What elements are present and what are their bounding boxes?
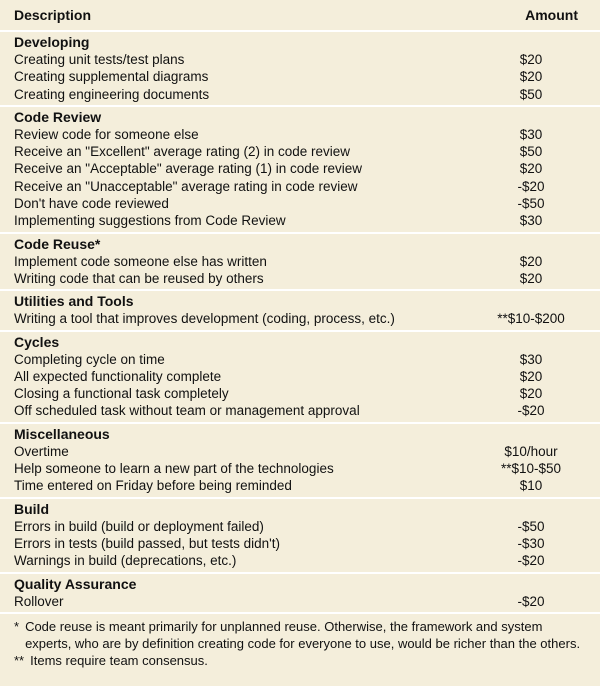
footnote-mark: ** bbox=[14, 652, 25, 668]
amount-column-header: Amount bbox=[525, 7, 578, 23]
section-title: Utilities and Tools bbox=[14, 293, 134, 310]
row-amount: $50 bbox=[519, 86, 543, 102]
table-row bbox=[0, 368, 600, 385]
row-description: Receive an "Unacceptable" average rating in code review bbox=[14, 178, 358, 194]
row-amount: $20 bbox=[519, 270, 543, 286]
row-description: All expected functionality complete bbox=[14, 368, 222, 384]
table-row bbox=[0, 518, 600, 535]
table-row bbox=[0, 160, 600, 177]
row-description: Overtime bbox=[14, 443, 69, 459]
section-title: Miscellaneous bbox=[14, 425, 110, 442]
section bbox=[0, 330, 600, 422]
section bbox=[0, 422, 600, 497]
table-row bbox=[0, 310, 600, 327]
footnote-text: Code reuse is meant primarily for unplanned reuse. Otherwise, the framework and system experts, who are by definition creating code for everyone to use, would be richer than the others. bbox=[25, 618, 581, 651]
row-description: Off scheduled task without team or management approval bbox=[14, 403, 360, 419]
table-row bbox=[0, 593, 600, 610]
table-body bbox=[0, 30, 600, 612]
table-row bbox=[0, 195, 600, 212]
row-description: Warnings in build (deprecations, etc.) bbox=[14, 553, 237, 569]
row-amount: -$50 bbox=[517, 196, 545, 212]
section-title: Quality Assurance bbox=[14, 575, 137, 592]
row-amount: $50 bbox=[519, 144, 543, 160]
table-row bbox=[0, 477, 600, 494]
row-description: Help someone to learn a new part of the technologies bbox=[14, 461, 334, 477]
table-row bbox=[0, 126, 600, 143]
row-amount: $10 bbox=[519, 478, 543, 494]
section-title: Code Reuse* bbox=[14, 235, 101, 252]
row-amount: $20 bbox=[519, 69, 543, 85]
row-description: Closing a functional task completely bbox=[14, 386, 229, 402]
row-description: Creating engineering documents bbox=[14, 86, 210, 102]
footnotes bbox=[0, 612, 600, 669]
row-description: Writing code that can be reused by others bbox=[14, 270, 264, 286]
row-description: Implementing suggestions from Code Review bbox=[14, 213, 286, 229]
row-description: Completing cycle on time bbox=[14, 351, 165, 367]
table-row bbox=[0, 443, 600, 460]
section-title: Code Review bbox=[14, 108, 102, 125]
section bbox=[0, 497, 600, 572]
row-amount: **$10-$50 bbox=[500, 461, 562, 477]
section bbox=[0, 105, 600, 232]
row-description: Writing a tool that improves development (coding, process, etc.) bbox=[14, 311, 395, 327]
row-description: Time entered on Friday before being reminded bbox=[14, 478, 292, 494]
row-amount: -$20 bbox=[517, 553, 545, 569]
row-amount: -$50 bbox=[517, 518, 545, 534]
section bbox=[0, 30, 600, 105]
table-row bbox=[0, 253, 600, 270]
row-description: Receive an "Excellent" average rating (2) in code review bbox=[14, 144, 351, 160]
table-row bbox=[0, 460, 600, 477]
footnote-text: Items require team consensus. bbox=[30, 652, 208, 668]
row-amount: $30 bbox=[519, 126, 543, 142]
row-amount: $20 bbox=[519, 253, 543, 269]
section bbox=[0, 232, 600, 290]
row-description: Review code for someone else bbox=[14, 126, 199, 142]
section bbox=[0, 572, 600, 612]
row-amount: $30 bbox=[519, 213, 543, 229]
footnote bbox=[14, 652, 586, 669]
table-row bbox=[0, 212, 600, 229]
table-row bbox=[0, 143, 600, 160]
row-amount: -$30 bbox=[517, 535, 545, 551]
row-description: Errors in build (build or deployment failed) bbox=[14, 518, 264, 534]
row-amount: -$20 bbox=[517, 593, 545, 609]
row-amount: $20 bbox=[519, 161, 543, 177]
row-amount: -$20 bbox=[517, 403, 545, 419]
table-row bbox=[0, 552, 600, 569]
table-row bbox=[0, 86, 600, 103]
row-amount: $30 bbox=[519, 351, 543, 367]
table-row bbox=[0, 68, 600, 85]
table-row bbox=[0, 351, 600, 368]
section bbox=[0, 289, 600, 329]
row-description: Receive an "Acceptable" average rating (1) in code review bbox=[14, 161, 363, 177]
row-description: Don't have code reviewed bbox=[14, 196, 169, 212]
table-row bbox=[0, 385, 600, 402]
section-title: Developing bbox=[14, 34, 90, 50]
description-column-header: Description bbox=[14, 7, 92, 23]
table-row bbox=[0, 402, 600, 419]
row-amount: **$10-$200 bbox=[497, 311, 565, 327]
row-description: Rollover bbox=[14, 593, 64, 609]
table-row bbox=[0, 270, 600, 287]
section-title: Build bbox=[14, 500, 49, 517]
row-amount: $20 bbox=[519, 386, 543, 402]
row-description: Implement code someone else has written bbox=[14, 253, 267, 269]
row-amount: $10/hour bbox=[504, 443, 558, 459]
table-header bbox=[0, 0, 600, 30]
table-row bbox=[0, 535, 600, 552]
row-description: Creating unit tests/test plans bbox=[14, 52, 185, 67]
row-description: Creating supplemental diagrams bbox=[14, 69, 209, 85]
row-amount: $20 bbox=[519, 368, 543, 384]
footnote-mark: * bbox=[14, 618, 20, 634]
section-title: Cycles bbox=[14, 333, 60, 350]
row-amount: $20 bbox=[519, 52, 543, 67]
table-row bbox=[0, 178, 600, 195]
footnote bbox=[14, 618, 586, 652]
table-row bbox=[0, 51, 600, 68]
row-amount: -$20 bbox=[517, 178, 545, 194]
row-description: Errors in tests (build passed, but tests didn't) bbox=[14, 535, 280, 551]
